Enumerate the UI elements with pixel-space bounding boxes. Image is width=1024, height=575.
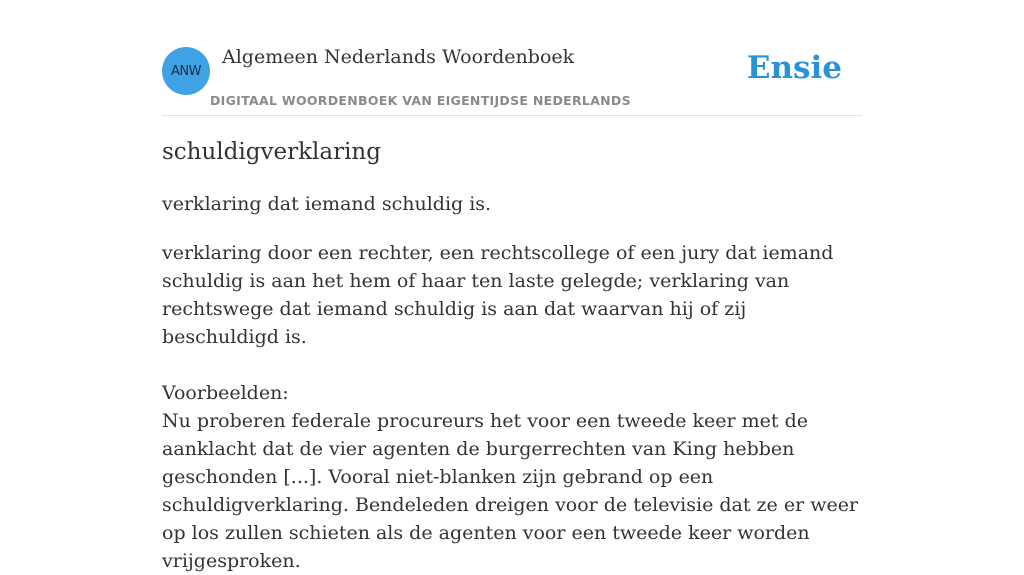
ensie-logo[interactable]: Ensie xyxy=(746,50,842,86)
examples-label: Voorbeelden: xyxy=(162,382,289,404)
logo-text: ANW xyxy=(171,63,201,79)
anw-logo[interactable] xyxy=(162,47,210,95)
header-divider xyxy=(162,115,862,116)
source-title[interactable]: Algemeen Nederlands Woordenboek xyxy=(222,46,575,68)
dictionary-entry-page xyxy=(162,0,862,572)
definition-block xyxy=(162,239,862,575)
source-subtitle: DIGITAAL WOORDENBOEK VAN EIGENTIJDSE NEDERLANDS xyxy=(210,93,631,108)
headword: schuldigverklaring xyxy=(162,139,381,165)
entry-summary: verklaring dat iemand schuldig is. xyxy=(162,193,492,215)
definition-text: verklaring door een rechter, een rechtscollege of een jury dat iemand schuldig is aan het hem of haar ten laste gelegde; verklaring van rechtswege dat iemand schuldig is aan dat waarvan hij of zij beschuldigd is. xyxy=(162,242,834,348)
example-text: Nu proberen federale procureurs het voor een tweede keer met de aanklacht dat de vier agenten de burgerrechten van King hebben geschonden [...]. Vooral niet-blanken zijn gebrand op een schuldigverklaring. Bendeleden dreigen voor de televisie dat ze er weer op los zullen schieten als de agenten voor een tweede keer worden vrijgesproken. xyxy=(162,410,859,572)
